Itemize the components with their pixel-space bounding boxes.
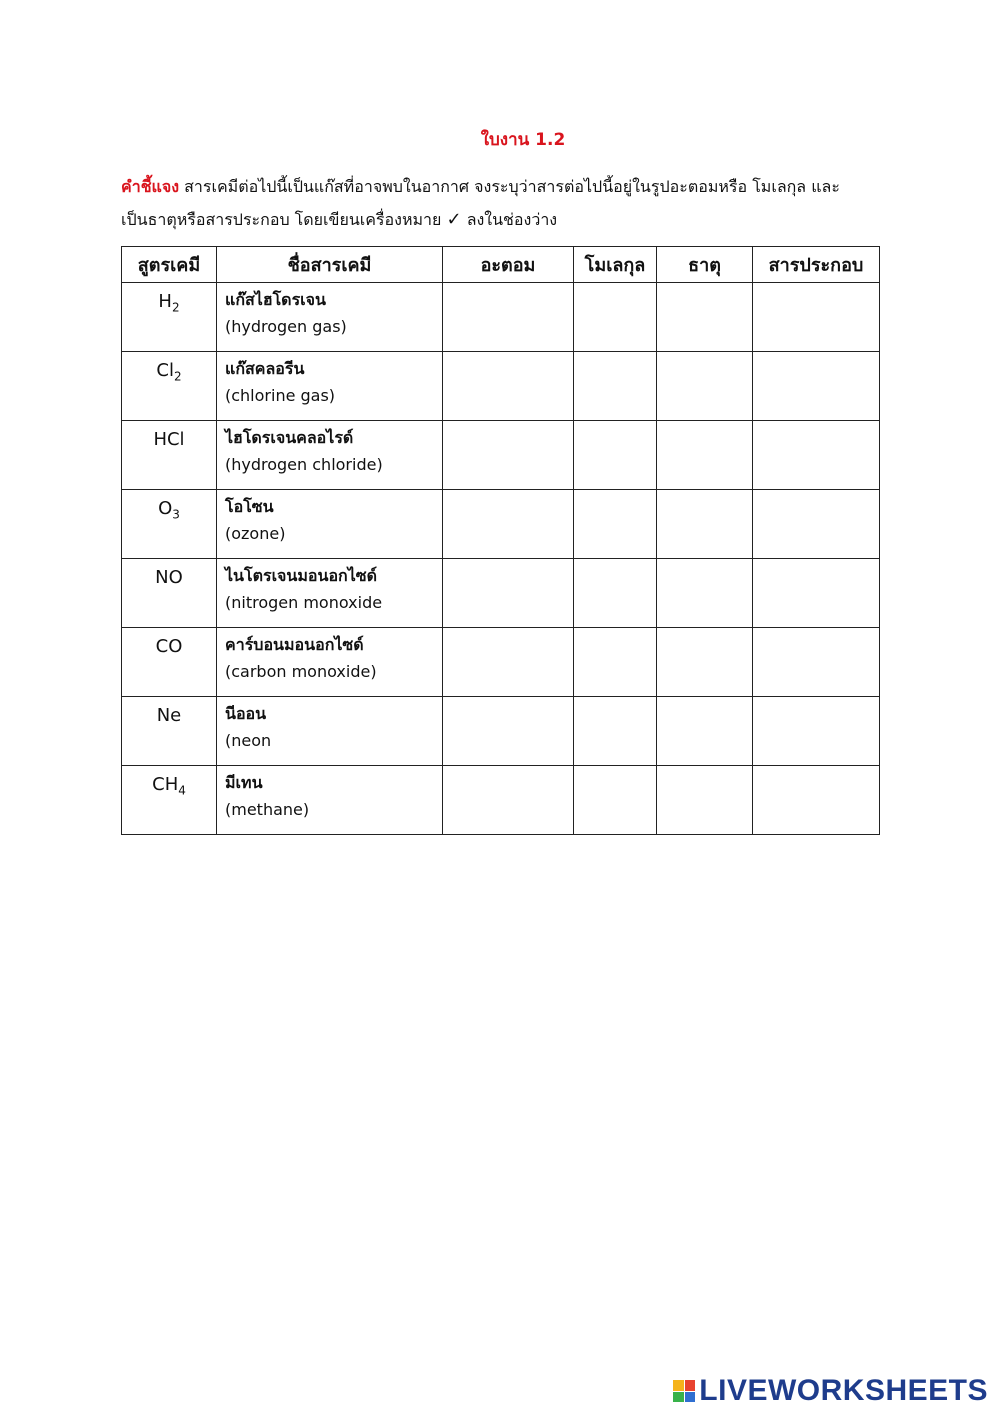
- answer-cell-molecule[interactable]: [574, 628, 657, 697]
- table-row: [122, 697, 880, 766]
- answer-cell-molecule[interactable]: [574, 283, 657, 352]
- chemical-formula: [122, 490, 217, 559]
- answer-cell-atom[interactable]: [443, 283, 574, 352]
- answer-cell-compound[interactable]: [753, 352, 880, 421]
- formula-subscript: 2: [173, 369, 182, 384]
- formula-base: CO: [155, 636, 183, 657]
- answer-cell-compound[interactable]: [753, 283, 880, 352]
- chemical-table: [121, 246, 880, 835]
- instructions-label: คำชี้แจง: [121, 177, 180, 196]
- chemical-name: [217, 421, 443, 490]
- formula-base: Cl: [156, 360, 174, 381]
- instructions-text-3: ลงในช่องว่าง: [466, 210, 558, 229]
- table-row: [122, 352, 880, 421]
- chemical-name-thai: แก๊สไฮโดรเจน: [225, 290, 326, 309]
- answer-cell-compound[interactable]: [753, 766, 880, 835]
- answer-cell-molecule[interactable]: [574, 352, 657, 421]
- table-body: [122, 283, 880, 835]
- answer-cell-atom[interactable]: [443, 421, 574, 490]
- answer-cell-compound[interactable]: [753, 559, 880, 628]
- instructions: [121, 170, 881, 236]
- logo-text: LIVEWORKSHEETS: [699, 1374, 988, 1407]
- answer-cell-element[interactable]: [657, 352, 753, 421]
- answer-cell-element[interactable]: [657, 697, 753, 766]
- answer-cell-molecule[interactable]: [574, 490, 657, 559]
- answer-cell-atom[interactable]: [443, 490, 574, 559]
- chemical-formula: [122, 283, 217, 352]
- logo-square-4: [685, 1392, 696, 1403]
- formula-base: Ne: [156, 705, 182, 726]
- chemical-name: [217, 766, 443, 835]
- logo-square-1: [673, 1380, 684, 1391]
- formula-base: H: [158, 291, 172, 312]
- answer-cell-element[interactable]: [657, 283, 753, 352]
- answer-cell-molecule[interactable]: [574, 697, 657, 766]
- answer-cell-element[interactable]: [657, 628, 753, 697]
- answer-cell-atom[interactable]: [443, 766, 574, 835]
- header-atom: อะตอม: [443, 247, 574, 283]
- table-row: [122, 490, 880, 559]
- answer-cell-molecule[interactable]: [574, 421, 657, 490]
- answer-cell-atom[interactable]: [443, 559, 574, 628]
- header-name: ชื่อสารเคมี: [217, 247, 443, 283]
- chemical-name-english: (neon: [225, 731, 272, 750]
- check-mark-icon: ✓: [446, 209, 462, 230]
- answer-cell-compound[interactable]: [753, 421, 880, 490]
- chemical-name-english: (hydrogen gas): [225, 317, 347, 336]
- header-element: ธาตุ: [657, 247, 753, 283]
- chemical-name-thai: ไฮโดรเจนคลอไรด์: [225, 428, 354, 447]
- chemical-name: [217, 697, 443, 766]
- logo-square-2: [685, 1380, 696, 1391]
- formula-base: O: [158, 498, 173, 519]
- chemical-name-english: (carbon monoxide): [225, 662, 377, 681]
- formula-subscript: 3: [172, 507, 180, 522]
- instructions-line-1: [121, 170, 881, 203]
- chemical-formula: [122, 628, 217, 697]
- chemical-name-english: (hydrogen chloride): [225, 455, 383, 474]
- chemical-name: [217, 490, 443, 559]
- liveworksheets-logo-icon: [673, 1380, 695, 1402]
- logo-square-3: [673, 1392, 684, 1403]
- chemical-name: [217, 352, 443, 421]
- chemical-formula: [122, 766, 217, 835]
- answer-cell-atom[interactable]: [443, 628, 574, 697]
- formula-subscript: 2: [171, 300, 180, 315]
- table-header-row: [122, 247, 880, 283]
- formula-base: NO: [155, 567, 183, 588]
- chemical-name-thai: นีออน: [225, 704, 267, 723]
- answer-cell-compound[interactable]: [753, 490, 880, 559]
- answer-cell-element[interactable]: [657, 766, 753, 835]
- answer-cell-compound[interactable]: [753, 697, 880, 766]
- answer-cell-atom[interactable]: [443, 697, 574, 766]
- liveworksheets-logo: [673, 1374, 988, 1408]
- chemical-name-thai: แก๊สคลอรีน: [225, 359, 305, 378]
- chemical-name-thai: โอโซน: [225, 497, 274, 516]
- chemical-formula: [122, 421, 217, 490]
- chemical-name-english: (methane): [225, 800, 310, 819]
- table-row: [122, 628, 880, 697]
- header-compound: สารประกอบ: [753, 247, 880, 283]
- chemical-name-english: (chlorine gas): [225, 386, 336, 405]
- table-row: [122, 283, 880, 352]
- answer-cell-element[interactable]: [657, 559, 753, 628]
- chemical-name-thai: คาร์บอนมอนอกไซด์: [225, 635, 364, 654]
- instructions-text-1: สารเคมีต่อไปนี้เป็นแก๊สที่อาจพบในอากาศ จงระบุว่าสารต่อไปนี้อยู่ในรูปอะตอมหรือ โมเลกุล และ: [184, 177, 840, 196]
- answer-cell-atom[interactable]: [443, 352, 574, 421]
- chemical-formula: [122, 697, 217, 766]
- chemical-formula: [122, 352, 217, 421]
- chemical-formula: [122, 559, 217, 628]
- answer-cell-element[interactable]: [657, 490, 753, 559]
- worksheet-title: ใบงาน 1.2: [480, 130, 566, 150]
- answer-cell-element[interactable]: [657, 421, 753, 490]
- formula-base: CH: [152, 774, 179, 795]
- header-formula: สูตรเคมี: [122, 247, 217, 283]
- header-molecule: โมเลกุล: [574, 247, 657, 283]
- formula-subscript: 4: [178, 783, 186, 798]
- instructions-text-2: เป็นธาตุหรือสารประกอบ โดยเขียนเครื่องหมาย: [121, 210, 442, 229]
- answer-cell-compound[interactable]: [753, 628, 880, 697]
- table-row: [122, 421, 880, 490]
- chemical-name-english: (nitrogen monoxide: [225, 593, 383, 612]
- chemical-name: [217, 628, 443, 697]
- chemical-name: [217, 559, 443, 628]
- chemical-name-english: (ozone): [225, 524, 286, 543]
- chemical-name: [217, 283, 443, 352]
- chemical-name-thai: มีเทน: [225, 773, 263, 792]
- answer-cell-molecule[interactable]: [574, 559, 657, 628]
- table-row: [122, 766, 880, 835]
- chemical-name-thai: ไนโตรเจนมอนอกไซด์: [225, 566, 378, 585]
- answer-cell-molecule[interactable]: [574, 766, 657, 835]
- table-row: [122, 559, 880, 628]
- formula-base: HCl: [153, 429, 185, 450]
- instructions-line-2: [121, 203, 881, 236]
